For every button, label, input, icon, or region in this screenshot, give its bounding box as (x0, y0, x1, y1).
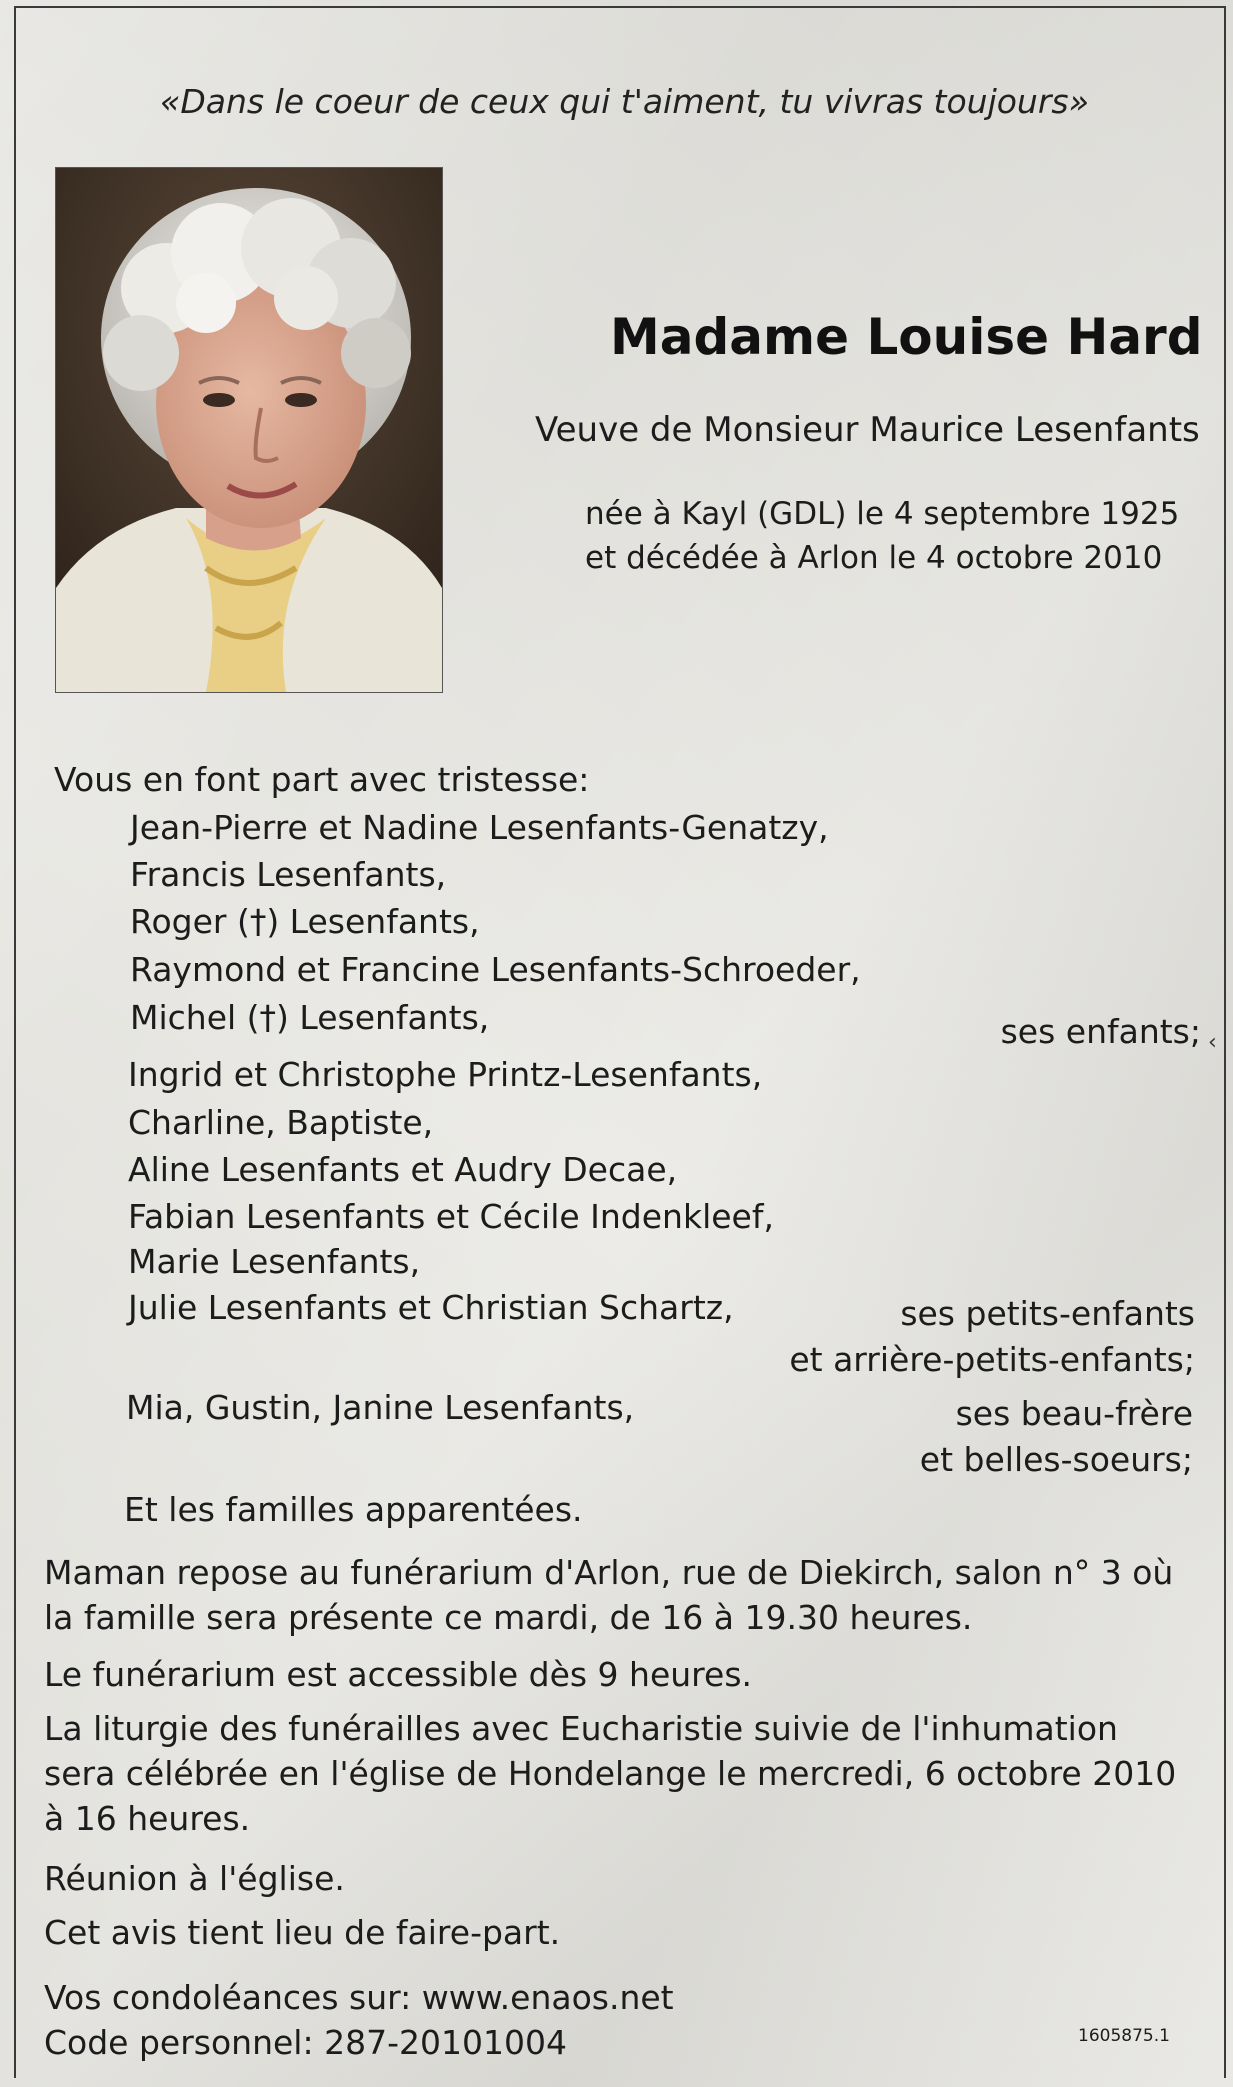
child-name: Roger (†) Lesenfants, (130, 902, 480, 941)
access-line: Le funérarium est accessible dès 9 heures. (44, 1655, 753, 1694)
liturgy-paragraph (44, 1706, 1176, 1841)
grandchild-name: Charline, Baptiste, (128, 1103, 434, 1142)
deceased-name: Madame Louise Hard (610, 308, 1203, 366)
children-relation: ses enfants; (1000, 1012, 1201, 1051)
child-name: Francis Lesenfants, (130, 855, 447, 894)
portrait-photo (56, 168, 442, 692)
announcement-intro: Vous en font part avec tristesse: (54, 760, 590, 799)
liturgy-line-1: La liturgie des funérailles avec Eucharistie suivie de l'inhumation (44, 1709, 1118, 1748)
inlaws-relation-1: ses beau-frère (955, 1394, 1193, 1433)
condolences-line: Vos condoléances sur: www.enaos.net (44, 1978, 674, 2017)
families-line: Et les familles apparentées. (124, 1490, 583, 1529)
child-name: Michel (†) Lesenfants, (130, 998, 490, 1037)
child-name: Jean-Pierre et Nadine Lesenfants-Genatzy, (130, 808, 829, 847)
grandchild-name: Aline Lesenfants et Audry Decae, (128, 1150, 678, 1189)
birth-line: née à Kayl (GDL) le 4 septembre 1925 (585, 496, 1180, 532)
funerarium-paragraph (44, 1550, 1173, 1640)
memorial-quote: «Dans le coeur de ceux qui t'aiment, tu vivras toujours» (160, 82, 1089, 121)
inlaws-names: Mia, Gustin, Janine Lesenfants, (126, 1388, 635, 1427)
liturgy-line-3: à 16 heures. (44, 1799, 251, 1838)
ad-reference-code: 1605875.1 (1078, 2026, 1170, 2046)
death-line: et décédée à Arlon le 4 octobre 2010 (585, 540, 1163, 576)
grandchild-name: Fabian Lesenfants et Cécile Indenkleef, (128, 1197, 774, 1236)
funerarium-line-1: Maman repose au funérarium d'Arlon, rue de Diekirch, salon n° 3 où (44, 1553, 1174, 1592)
dates-block (585, 492, 1179, 580)
grandchild-name: Marie Lesenfants, (128, 1242, 421, 1281)
grandchild-name: Julie Lesenfants et Christian Schartz, (128, 1288, 734, 1327)
grandchild-name: Ingrid et Christophe Printz-Lesenfants, (128, 1055, 763, 1094)
funerarium-line-2: la famille sera présente ce mardi, de 16 à 19.30 heures. (44, 1598, 973, 1637)
grandchildren-relation: ses petits-enfants (900, 1294, 1195, 1333)
child-name: Raymond et Francine Lesenfants-Schroeder, (130, 950, 861, 989)
fold-mark-icon: ‹ (1208, 1030, 1217, 1055)
notice-line: Cet avis tient lieu de faire-part. (44, 1913, 561, 1952)
liturgy-line-2: sera célébrée en l'église de Hondelange le mercredi, 6 octobre 2010 (44, 1754, 1177, 1793)
great-grandchildren-relation: et arrière-petits-enfants; (789, 1340, 1195, 1379)
meeting-line: Réunion à l'église. (44, 1859, 345, 1898)
widow-line: Veuve de Monsieur Maurice Lesenfants (535, 410, 1200, 450)
personal-code-line: Code personnel: 287-20101004 (44, 2023, 567, 2062)
inlaws-relation-2: et belles-soeurs; (919, 1440, 1193, 1479)
